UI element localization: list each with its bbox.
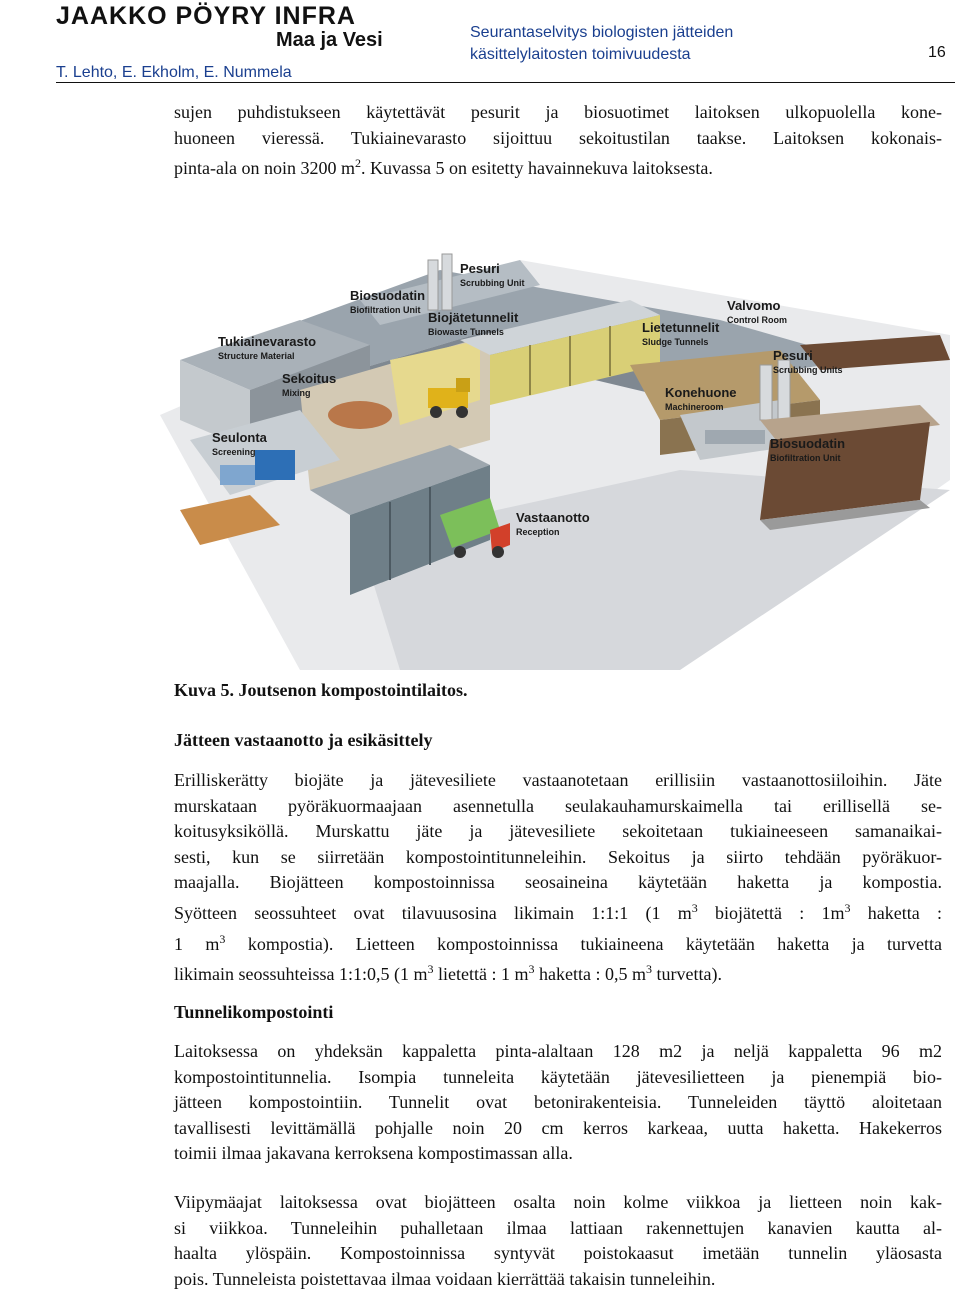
text-line: kompostointitunnelia. Isompia tunneleita käytetään jätevesilietteen ja pienempiä bio- [174,1066,942,1087]
superscript: 3 [528,962,535,977]
text-line: si viikkoa. Tunneleihin puhalletaan ilmaa lattiaan rakennettujen kanavien kautta al- [174,1217,942,1238]
label-biosuodatin-right-sub: Biofiltration Unit [770,453,841,463]
label-sekoitus-sub: Mixing [282,388,311,398]
text-line: koitusyksiköllä. Murskattu jäte ja jätevesiliete sekoitetaan tukiaineeseen samanaikai- [174,821,942,842]
text-run: 1 m [174,933,220,954]
section-heading: Tunnelikompostointi [174,1002,334,1022]
text-line: huoneen vieressä. Tukiainevarasto sijoittuu sekoitustilan taakse. Laitoksen kokonais- [174,127,942,148]
text-line: sujen puhdistukseen käytettävät pesurit ja biosuotimet laitoksen ulkopuolella kone- [174,102,942,122]
label-biosuodatin-top: Biosuodatin [350,288,426,303]
superscript: 3 [645,962,652,977]
label-sekoitus: Sekoitus [282,371,337,386]
label-valvomo: Valvomo [727,298,781,313]
text-line: tavallisesti levittämällä pohjalle noin 20 cm kerros karkeaa, uutta haketta. Hakekerros [174,1117,942,1138]
text-run: likimain seossuhteissa 1:1:0,5 (1 m [174,964,428,985]
label-biojatetunnelit-sub: Biowaste Tunnels [428,327,504,337]
text-run: . Kuvassa 5 on esitetty havainnekuva laitoksesta. [360,158,713,179]
plant-illustration-graphic [160,240,950,670]
text-line: Viipymäajat laitoksessa ovat biojätteen osalta noin kolme viikkoa ja lietteen noin kak- [174,1192,942,1212]
page-number: 16 [928,44,946,61]
label-seulonta-sub: Screening [212,447,256,457]
text-run: haketta : [850,902,942,923]
superscript: 3 [219,931,226,946]
label-biosuodatin-top-sub: Biofiltration Unit [350,305,421,315]
label-seulonta: Seulonta [212,430,267,445]
text-run: biojätettä : 1m [697,902,845,923]
text-run: lietettä : 1 m [433,964,529,985]
superscript: 2 [354,156,361,171]
section2-paragraph-2 [174,1190,942,1292]
label-biosuodatin-right: Biosuodatin [770,436,846,451]
text-line: sesti, kun se siirretään kompostointitunneleihin. Sekoitus ja siirto tehdään pyöräkuor- [174,846,942,867]
plant-illustration [160,240,950,670]
superscript: 3 [844,900,851,915]
document-title [470,22,733,66]
text-line [174,896,942,927]
label-tukiainevarasto-sub: Structure Material [218,351,295,361]
text-run: turvetta). [651,964,722,985]
text-line [174,957,942,988]
text-line: Laitoksessa on yhdeksän kappaletta pinta-alaltaan 128 m2 ja neljä kappaletta 96 m2 [174,1041,942,1061]
text-line: haalta ylöspäin. Kompostoinnissa syntyvät poistokaasut imetään tunnelin yläosasta [174,1243,942,1264]
text-run: Syötteen seossuhteet ovat tilavuusosina likimain 1:1:1 (1 m [174,902,692,923]
text-line: Erilliskerätty biojäte ja jätevesiliete vastaanotetaan erillisiin vastaanottosiiloihin. Jäte [174,770,942,790]
text-run: kompostia). Lietteen kompostoinnissa tukiaineena käytetään haketta ja turvetta [225,933,942,954]
section1-paragraph [174,768,942,988]
label-konehuone: Konehuone [665,385,737,400]
header-divider [56,82,955,83]
label-tukiainevarasto: Tukiainevarasto [218,334,317,349]
document-title-line-1: Seurantaselvitys biologisten jätteiden [470,24,734,41]
label-lietetunnelit-sub: Sludge Tunnels [642,337,709,347]
label-lietetunnelit: Lietetunnelit [642,320,720,335]
text-line: pois. Tunneleista poistettavaa ilmaa voidaan kierrättää takaisin tunneleihin. [174,1268,716,1289]
label-pesuri-top: Pesuri [460,261,500,276]
company-division-text: Maa ja Vesi [276,29,383,51]
intro-paragraph [174,100,942,182]
label-pesuri-top-sub: Scrubbing Unit [460,278,525,288]
section-heading: Jätteen vastaanotto ja esikäsittely [174,730,433,750]
text-run: haketta : 0,5 m [534,964,646,985]
company-logo-text: JAAKKO PÖYRY INFRA [56,2,356,30]
label-pesuri-right-sub: Scrubbing Units [773,365,843,375]
label-biojatetunnelit: Biojätetunnelit [428,310,519,325]
label-pesuri-right: Pesuri [773,348,813,363]
text-line: jätteen kompostointiin. Tunnelit ovat betonirakenteisia. Tunneleiden täyttö aloitetaan [174,1092,942,1113]
document-title-line-2: käsittelylaitosten toimivuudesta [470,46,691,63]
label-konehuone-sub: Machineroom [665,402,724,412]
label-vastaanotto: Vastaanotto [516,510,590,525]
section2-paragraph-1 [174,1039,942,1167]
text-line: murskataan pyöräkuormaajaan asennetulla seulakauhamurskaimella tai erillisellä se- [174,795,942,816]
label-valvomo-sub: Control Room [727,315,787,325]
text-run: pinta-ala on noin 3200 m [174,158,355,179]
text-line [174,927,942,958]
text-line: maajalla. Biojätteen kompostoinnissa seosaineina käytetään haketta ja kompostia. [174,872,942,893]
authors: T. Lehto, E. Ekholm, E. Nummela [56,64,292,81]
superscript: 3 [427,962,434,977]
superscript: 3 [691,900,698,915]
text-line [174,151,942,182]
label-vastaanotto-sub: Reception [516,527,560,537]
text-line: toimii ilmaa jakavana kerroksena kompostimassan alla. [174,1143,573,1164]
figure-caption: Kuva 5. Joutsenon kompostointilaitos. [174,680,468,700]
